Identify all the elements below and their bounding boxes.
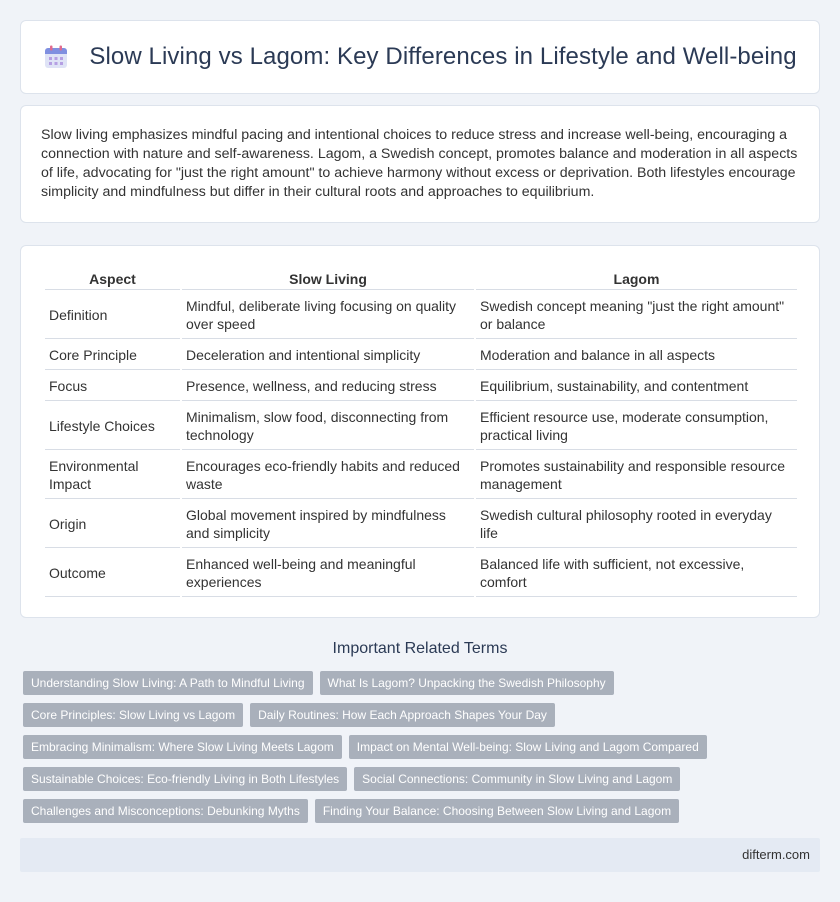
row-aspect: Focus: [45, 372, 180, 401]
row-aspect: Lifestyle Choices: [45, 403, 180, 450]
related-terms-title: Important Related Terms: [332, 640, 508, 657]
related-term-link[interactable]: Impact on Mental Well-being: Slow Living and Lagom Compared: [349, 735, 707, 759]
table-row: [45, 403, 797, 450]
table-row: [45, 501, 797, 548]
related-term-link[interactable]: Embracing Minimalism: Where Slow Living Meets Lagom: [23, 735, 342, 759]
tag-row: [23, 799, 823, 823]
footer: [20, 838, 820, 872]
table-row: [45, 550, 797, 597]
intro-paragraph: Slow living emphasizes mindful pacing and intentional choices to reduce stress and increase well-being, encouraging a connection with nature and self-awareness. Lagom, a Swedish concept, promotes balance and moderation in all aspects of life, advocating for "just the right amount" to achieve harmony without excess or deprivation. Both lifestyles encourage simplicity and mindfulness but differ in their cultural roots and approaches to equilibrium.: [41, 127, 798, 200]
related-term-link[interactable]: Social Connections: Community in Slow Living and Lagom: [354, 767, 680, 791]
table-row: [45, 292, 797, 339]
row-lagom: Promotes sustainability and responsible resource management: [476, 452, 797, 499]
related-term-link[interactable]: What Is Lagom? Unpacking the Swedish Philosophy: [320, 671, 614, 695]
table-row: [45, 341, 797, 370]
row-slow-living: Deceleration and intentional simplicity: [182, 341, 474, 370]
page-title: Slow Living vs Lagom: Key Differences in Lifestyle and Well-being: [89, 43, 797, 70]
related-terms-list: [23, 671, 823, 831]
tag-row: [23, 703, 823, 727]
table-row: [45, 372, 797, 401]
intro-card: [20, 105, 820, 223]
tag-row: [23, 735, 823, 759]
row-aspect: Definition: [45, 292, 180, 339]
row-slow-living: Mindful, deliberate living focusing on quality over speed: [182, 292, 474, 339]
row-lagom: Swedish concept meaning "just the right amount" or balance: [476, 292, 797, 339]
row-slow-living: Presence, wellness, and reducing stress: [182, 372, 474, 401]
column-header-aspect: Aspect: [45, 268, 180, 290]
related-term-link[interactable]: Finding Your Balance: Choosing Between Slow Living and Lagom: [315, 799, 679, 823]
footer-site-link[interactable]: difterm.com: [742, 847, 810, 862]
row-aspect: Outcome: [45, 550, 180, 597]
header-card: [20, 20, 820, 94]
row-slow-living: Encourages eco-friendly habits and reduced waste: [182, 452, 474, 499]
row-slow-living: Global movement inspired by mindfulness and simplicity: [182, 501, 474, 548]
table-header-row: [45, 268, 797, 290]
calendar-icon: [43, 44, 69, 70]
related-term-link[interactable]: Understanding Slow Living: A Path to Mindful Living: [23, 671, 313, 695]
tag-row: [23, 671, 823, 695]
column-header-slow-living: Slow Living: [182, 268, 474, 290]
comparison-card: [20, 245, 820, 618]
column-header-lagom: Lagom: [476, 268, 797, 290]
row-slow-living: Minimalism, slow food, disconnecting from technology: [182, 403, 474, 450]
related-term-link[interactable]: Sustainable Choices: Eco-friendly Living in Both Lifestyles: [23, 767, 347, 791]
row-lagom: Efficient resource use, moderate consumption, practical living: [476, 403, 797, 450]
row-lagom: Swedish cultural philosophy rooted in everyday life: [476, 501, 797, 548]
related-term-link[interactable]: Core Principles: Slow Living vs Lagom: [23, 703, 243, 727]
row-aspect: Environmental Impact: [45, 452, 180, 499]
table-row: [45, 452, 797, 499]
comparison-table: [43, 266, 799, 599]
row-aspect: Core Principle: [45, 341, 180, 370]
row-lagom: Balanced life with sufficient, not excessive, comfort: [476, 550, 797, 597]
related-term-link[interactable]: Daily Routines: How Each Approach Shapes Your Day: [250, 703, 555, 727]
row-slow-living: Enhanced well-being and meaningful experiences: [182, 550, 474, 597]
row-lagom: Equilibrium, sustainability, and contentment: [476, 372, 797, 401]
row-aspect: Origin: [45, 501, 180, 548]
row-lagom: Moderation and balance in all aspects: [476, 341, 797, 370]
related-term-link[interactable]: Challenges and Misconceptions: Debunking Myths: [23, 799, 308, 823]
tag-row: [23, 767, 823, 791]
